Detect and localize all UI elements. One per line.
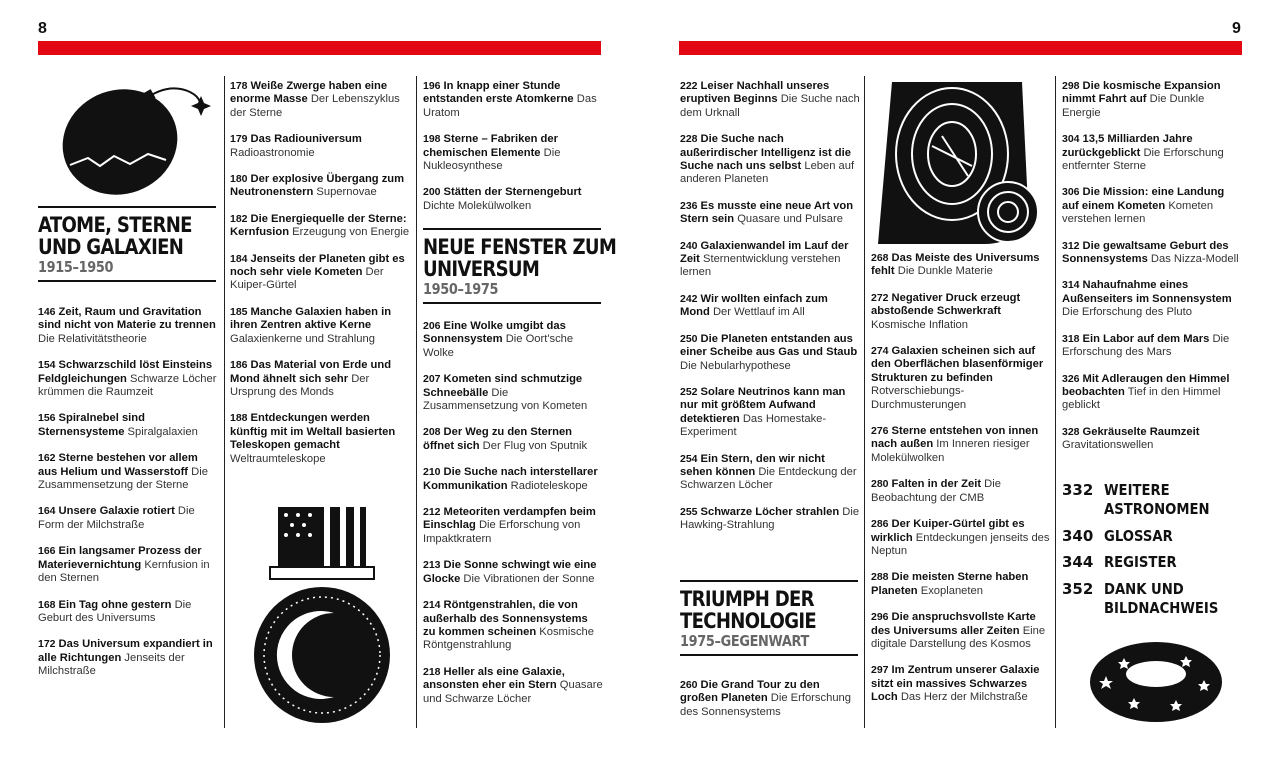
backmatter-page: 332 xyxy=(1062,481,1094,499)
toc-page-number: 184 xyxy=(230,252,248,265)
chapter-title: UND GALAXIEN xyxy=(38,235,184,259)
toc-page-number: 200 xyxy=(423,186,441,199)
toc-entry-title: Nahaufnahme eines Außenseiters im Sonnensystem xyxy=(1062,279,1232,305)
toc-entry-subtitle: Die Form der Milchstraße xyxy=(38,505,195,531)
toc-entry-subtitle: Das Uratom xyxy=(423,93,597,119)
toc-entry[interactable] xyxy=(423,426,603,453)
toc-entry-title: Unsere Galaxie rotiert xyxy=(58,505,175,518)
toc-entry-title: Röntgenstrahlen, die von außerhalb des Sonnensystems zu kommen scheinen xyxy=(423,599,588,638)
toc-entry-subtitle: Exoplaneten xyxy=(920,584,983,597)
toc-entry-subtitle: Der Lebenszyklus der Sterne xyxy=(230,93,400,119)
toc-entry-title: Die Grand Tour zu den großen Planeten xyxy=(680,679,820,705)
toc-entry-title: Manche Galaxien haben in ihren Zentren aktive Kerne xyxy=(230,305,392,332)
column-divider xyxy=(416,76,417,728)
toc-entry-title: Stätten der Sternengeburt xyxy=(443,186,582,199)
toc-entry[interactable] xyxy=(38,505,218,532)
toc-page-number: 208 xyxy=(423,426,441,439)
toc-entry[interactable] xyxy=(680,333,860,373)
toc-entry[interactable] xyxy=(423,373,603,413)
toc-entry-subtitle: Galaxienkerne und Strahlung xyxy=(230,332,375,345)
red-header-bar-left xyxy=(38,41,601,55)
toc-entry-subtitle: Die Nebularhypothese xyxy=(680,359,791,372)
toc-entry-title: Die Suche nach außerirdischer Intelligenz ist die Suche nach uns selbst xyxy=(680,133,851,173)
toc-entry[interactable] xyxy=(38,599,218,626)
toc-entry-title: Ein langsamer Prozess der Materievernichtung xyxy=(38,545,202,571)
toc-entry-title: Meteoriten verdampfen beim Einschlag xyxy=(423,506,596,532)
red-header-bar-right xyxy=(679,41,1242,55)
toc-entry-subtitle: Die Geburt des Universums xyxy=(38,598,192,624)
toc-entry[interactable] xyxy=(38,638,218,678)
toc-entry[interactable] xyxy=(871,571,1051,598)
toc-page-number: 206 xyxy=(423,320,441,332)
toc-entry[interactable] xyxy=(230,359,410,399)
page-number-right: 9 xyxy=(1232,20,1241,37)
backmatter-label: ASTRONOMEN xyxy=(1104,500,1210,518)
backmatter-label: BILDNACHWEIS xyxy=(1104,599,1219,617)
toc-entry-subtitle: Quasare und Schwarze Löcher xyxy=(423,679,603,705)
toc-entry-subtitle: Die Oort'sche Wolke xyxy=(423,333,574,359)
toc-entry-subtitle: Die Dunkle Materie xyxy=(897,265,993,278)
chapter-title: TRIUMPH DER xyxy=(680,587,814,611)
toc-entry[interactable] xyxy=(1062,426,1242,453)
medal-icon xyxy=(248,505,396,727)
toc-entry-subtitle: Spiralgalaxien xyxy=(127,425,198,438)
toc-page-number: 172 xyxy=(38,638,56,651)
toc-page-number: 312 xyxy=(1062,239,1080,252)
toc-entry-title: Negativer Druck erzeugt abstoßende Schwerkraft xyxy=(871,291,1021,318)
toc-entry[interactable] xyxy=(38,306,218,346)
chapter-heading-2 xyxy=(423,228,617,304)
toc-entry[interactable] xyxy=(423,559,603,586)
toc-entry-subtitle: Schwarze Löcher krümmen die Raumzeit xyxy=(38,372,217,399)
toc-entry-subtitle: Das Herz der Milchstraße xyxy=(900,691,1028,704)
toc-entry-subtitle: Die Vibrationen der Sonne xyxy=(463,572,595,585)
toc-entry-subtitle: Tief in den Himmel geblickt xyxy=(1062,385,1221,412)
toc-page-number: 178 xyxy=(230,80,248,92)
toc-entry[interactable] xyxy=(871,292,1051,332)
toc-entry-subtitle: Jenseits der Milchstraße xyxy=(38,651,185,678)
toc-page-number: 222 xyxy=(680,80,698,92)
toc-entry-subtitle: Die Nukleosynthese xyxy=(423,146,561,173)
toc-entry-title: Galaxienwandel im Lauf der Zeit xyxy=(680,239,849,266)
toc-entry-subtitle: Die Dunkle Energie xyxy=(1062,93,1205,119)
toc-page-number: 218 xyxy=(423,665,441,678)
chapter-title: TECHNOLOGIE xyxy=(680,609,817,633)
toc-page-number: 286 xyxy=(871,518,889,531)
toc-entry[interactable] xyxy=(680,506,860,533)
toc-entry[interactable] xyxy=(423,320,603,360)
toc-entry-subtitle: Der Ursprung des Monds xyxy=(230,372,370,398)
toc-page-number: 288 xyxy=(871,571,889,584)
toc-page-number: 328 xyxy=(1062,425,1080,438)
page-number-left: 8 xyxy=(38,20,47,37)
toc-entry-subtitle: Die Zusammensetzung der Sterne xyxy=(38,465,208,492)
toc-page-number: 304 xyxy=(1062,133,1080,146)
toc-entry[interactable] xyxy=(423,506,603,546)
chapter-years: 1950–1975 xyxy=(423,280,499,298)
toc-entry-title: Die meisten Sterne haben Planeten xyxy=(871,571,1029,597)
toc-entry-subtitle: Kometen verstehen lernen xyxy=(1062,199,1214,226)
chapter-years: 1915–1950 xyxy=(38,258,114,276)
toc-entry[interactable] xyxy=(1062,133,1242,173)
toc-page-number: 198 xyxy=(423,133,441,146)
toc-entry[interactable] xyxy=(423,599,603,653)
toc-entry[interactable] xyxy=(871,664,1051,704)
toc-page-number: 274 xyxy=(871,345,889,358)
toc-entry-title: Die Suche nach interstellarer Kommunikation xyxy=(423,466,598,492)
toc-entry-subtitle: Die Erforschung des Sonnensystems xyxy=(680,692,851,718)
toc-entry[interactable] xyxy=(871,345,1051,412)
spiral-scroll-icon xyxy=(872,76,1048,248)
toc-entry-title: Das Universum expandiert in alle Richtungen xyxy=(38,638,213,664)
toc-page-number: 186 xyxy=(230,359,248,372)
toc-entry[interactable] xyxy=(423,80,603,120)
toc-entry-subtitle: Der Flug von Sputnik xyxy=(482,439,588,452)
toc-entry-title: Eine Wolke umgibt das Sonnensystem xyxy=(423,320,566,346)
toc-entry[interactable] xyxy=(423,666,603,706)
toc-entry-subtitle: Erzeugung von Energie xyxy=(292,226,410,239)
toc-page-number: 318 xyxy=(1062,332,1080,345)
toc-entry[interactable] xyxy=(38,359,218,399)
toc-entry-subtitle: Die Erforschung des Mars xyxy=(1062,332,1230,359)
toc-page-number: 154 xyxy=(38,359,56,372)
toc-page-number: 185 xyxy=(230,305,248,318)
toc-entry-title: Spiralnebel sind Sternensysteme xyxy=(38,412,145,438)
toc-entry-title: Falten in der Zeit xyxy=(891,478,982,491)
toc-entry-title: Solare Neutrinos kann man nur mit größtem Aufwand detektieren xyxy=(680,385,846,425)
toc-entry[interactable] xyxy=(1062,279,1242,319)
toc-entry[interactable] xyxy=(1062,240,1242,267)
toc-entry[interactable] xyxy=(423,133,603,173)
backmatter-page: 344 xyxy=(1062,553,1094,571)
toc-entry-title: Der explosive Übergang zum Neutronenstern xyxy=(230,173,405,199)
toc-entry-title: Sterne bestehen vor allem aus Helium und Wasserstoff xyxy=(38,452,198,478)
toc-entry-subtitle: Der Kuiper-Gürtel xyxy=(230,266,384,292)
toc-entry-subtitle: Das Homestake-Experiment xyxy=(680,412,827,439)
toc-entry-subtitle: Kosmische Röntgenstrahlung xyxy=(423,625,594,652)
toc-page-number: 146 xyxy=(38,306,56,318)
toc-entry-title: Der Weg zu den Sternen öffnet sich xyxy=(423,426,573,452)
donut-icon xyxy=(1086,636,1226,724)
toc-page-number: 297 xyxy=(871,664,889,677)
toc-entry-subtitle: Die Erforschung des Pluto xyxy=(1062,306,1192,319)
toc-entry-title: Die gewaltsame Geburt des Sonnensystems xyxy=(1062,239,1229,266)
toc-entry-title: Die anspruchsvollste Karte des Universums aller Zeiten xyxy=(871,611,1036,637)
toc-page-number: 156 xyxy=(38,412,56,425)
toc-entry[interactable] xyxy=(680,200,860,227)
toc-entry-subtitle: Dichte Molekülwolken xyxy=(423,199,532,212)
toc-entry-subtitle: Radioteleskope xyxy=(510,479,588,492)
toc-column-6 xyxy=(1062,80,1242,466)
toc-page-number: 236 xyxy=(680,199,698,212)
chapter-title: UNIVERSUM xyxy=(423,257,540,281)
toc-entry-title: Sterne – Fabriken der chemischen Elemente xyxy=(423,133,558,159)
toc-entry[interactable] xyxy=(680,293,860,320)
toc-entry-title: Kometen sind schmutzige Schneebälle xyxy=(423,373,583,399)
toc-entry[interactable] xyxy=(230,412,410,466)
toc-entry[interactable] xyxy=(871,611,1051,651)
toc-column-4b xyxy=(680,679,860,732)
toc-page-number: 250 xyxy=(680,332,698,345)
toc-entry-subtitle: Entdeckungen jenseits des Neptun xyxy=(871,531,1050,557)
toc-column-3a xyxy=(423,80,603,226)
toc-entry-title: 13,5 Milliarden Jahre zurückgeblickt xyxy=(1062,133,1193,159)
toc-page-number: 255 xyxy=(680,505,698,518)
toc-entry-title: Leiser Nachhall unseres eruptiven Beginns xyxy=(680,80,830,106)
toc-entry-subtitle: Kosmische Inflation xyxy=(871,318,969,331)
toc-entry-title: Sterne entstehen von innen nach außen xyxy=(871,425,1039,451)
toc-column-3b xyxy=(423,320,603,719)
toc-entry-subtitle: Supernovae xyxy=(316,186,377,199)
toc-page-number: 242 xyxy=(680,292,698,305)
toc-entry[interactable] xyxy=(230,173,410,200)
toc-entry[interactable] xyxy=(1062,373,1242,413)
toc-entry-subtitle: Das Nizza-Modell xyxy=(1150,253,1239,266)
toc-page-number: 168 xyxy=(38,598,56,611)
toc-entry-subtitle: Die Entdeckung der Schwarzen Löcher xyxy=(680,465,857,492)
toc-entry-subtitle: Quasare und Pulsare xyxy=(737,213,843,226)
toc-entry-subtitle: Radioastronomie xyxy=(230,146,315,159)
toc-entry-subtitle: Die Erforschung von Impaktkratern xyxy=(423,519,581,545)
toc-entry-subtitle: Die Zusammensetzung von Kometen xyxy=(423,386,588,413)
toc-page-number: 296 xyxy=(871,611,889,624)
toc-page-number: 240 xyxy=(680,239,698,252)
toc-entry-title: Der Kuiper-Gürtel gibt es wirklich xyxy=(871,518,1025,544)
toc-page-number: 254 xyxy=(680,452,698,465)
toc-column-4a xyxy=(680,80,860,546)
toc-entry-title: Schwarze Löcher strahlen xyxy=(700,505,840,518)
chapter-title: ATOME, STERNE xyxy=(38,213,192,237)
toc-page-number: 252 xyxy=(680,385,698,398)
toc-page-number: 188 xyxy=(230,412,248,425)
chapter-heading-3 xyxy=(680,580,858,656)
chapter-title: NEUE FENSTER ZUM xyxy=(423,235,617,259)
toc-entry-title: Jenseits der Planeten gibt es noch sehr viele Kometen xyxy=(230,252,405,279)
toc-entry[interactable] xyxy=(38,412,218,439)
toc-entry-title: Das Meiste des Universums fehlt xyxy=(871,252,1040,278)
toc-entry[interactable] xyxy=(1062,80,1242,120)
toc-entry-title: Es musste eine neue Art von Stern sein xyxy=(680,199,854,226)
toc-entry[interactable] xyxy=(871,478,1051,505)
backmatter-label: WEITERE xyxy=(1104,481,1170,499)
toc-entry-title: Wir wollten einfach zum Mond xyxy=(680,292,828,319)
toc-entry[interactable] xyxy=(680,80,860,120)
toc-entry-title: Ein Stern, den wir nicht sehen können xyxy=(680,452,825,478)
toc-entry-subtitle: Die Relativitätstheorie xyxy=(38,332,147,345)
toc-page-number: 268 xyxy=(871,252,889,264)
toc-page-number: 298 xyxy=(1062,80,1080,92)
toc-entry[interactable] xyxy=(38,545,218,585)
toc-entry-subtitle: Die Erforschung entfernter Sterne xyxy=(1062,146,1224,173)
toc-entry[interactable] xyxy=(423,186,603,213)
toc-entry-title: Ein Labor auf dem Mars xyxy=(1082,332,1210,345)
toc-entry-subtitle: Kernfusion in den Sternen xyxy=(38,558,210,585)
toc-page-number: 196 xyxy=(423,80,441,92)
toc-page-number: 179 xyxy=(230,133,248,146)
toc-entry[interactable] xyxy=(871,425,1051,465)
toc-page-number: 280 xyxy=(871,478,889,491)
toc-page-number: 213 xyxy=(423,559,441,572)
toc-column-1 xyxy=(38,306,218,692)
toc-entry-title: In knapp einer Stunde entstanden erste Atomkerne xyxy=(423,80,574,106)
toc-entry[interactable] xyxy=(1062,333,1242,360)
toc-entry-subtitle: Im Inneren riesiger Molekülwolken xyxy=(871,438,1030,464)
toc-entry[interactable] xyxy=(230,253,410,293)
chapter-years: 1975–GEGENWART xyxy=(680,632,809,650)
toc-entry-title: Das Radiouniversum xyxy=(250,133,362,146)
toc-entry-subtitle: Rotverschiebungs-Durchmusterungen xyxy=(871,385,967,411)
toc-entry-title: Entdeckungen werden künftig mit im Weltall basierten Teleskopen gemacht xyxy=(230,412,396,452)
toc-entry[interactable] xyxy=(423,466,603,493)
toc-entry-subtitle: Weltraumteleskope xyxy=(230,452,326,465)
toc-entry[interactable] xyxy=(680,133,860,187)
toc-entry-title: Gekräuselte Raumzeit xyxy=(1082,425,1200,438)
backmatter-page: 352 xyxy=(1062,580,1094,598)
toc-entry-title: Die Sonne schwingt wie eine Glocke xyxy=(423,559,597,585)
toc-entry-title: Die Energiequelle der Sterne: Kernfusion xyxy=(230,212,407,239)
toc-entry[interactable] xyxy=(38,452,218,492)
backmatter-label: GLOSSAR xyxy=(1104,527,1173,545)
toc-entry-title: Mit Adleraugen den Himmel beobachten xyxy=(1062,372,1230,398)
toc-page-number: 207 xyxy=(423,373,441,386)
toc-page-number: 212 xyxy=(423,506,441,519)
toc-page-number: 314 xyxy=(1062,279,1080,292)
toc-page-number: 276 xyxy=(871,425,889,438)
toc-page-number: 180 xyxy=(230,173,248,186)
toc-page-number: 272 xyxy=(871,291,889,304)
toc-entry[interactable] xyxy=(230,133,410,160)
backmatter-label: REGISTER xyxy=(1104,553,1177,571)
toc-entry[interactable] xyxy=(1062,186,1242,226)
toc-entry-title: Schwarzschild löst Einsteins Feldgleichungen xyxy=(38,359,213,385)
toc-entry-subtitle: Die Suche nach dem Urknall xyxy=(680,93,860,119)
toc-page-number: 214 xyxy=(423,599,441,612)
column-divider xyxy=(864,76,865,728)
toc-page-number: 164 xyxy=(38,505,56,518)
toc-page-number: 162 xyxy=(38,452,56,465)
toc-entry[interactable] xyxy=(871,518,1051,558)
column-divider xyxy=(1055,76,1056,728)
toc-entry[interactable] xyxy=(230,306,410,346)
toc-entry-title: Ein Tag ohne gestern xyxy=(58,598,172,611)
toc-entry[interactable] xyxy=(680,453,860,493)
toc-page-number: 228 xyxy=(680,133,698,146)
toc-column-2 xyxy=(230,80,410,479)
chapter-heading-1 xyxy=(38,206,216,282)
toc-page-number: 326 xyxy=(1062,372,1080,385)
column-divider xyxy=(224,76,225,728)
toc-entry-subtitle: Leben auf anderen Planeten xyxy=(680,160,855,186)
toc-entry-subtitle: Die Hawking-Strahlung xyxy=(680,505,860,532)
toc-entry-title: Heller als eine Galaxie, ansonsten eher ein Stern xyxy=(423,665,565,692)
toc-entry-subtitle: Sternentwicklung verstehen lernen xyxy=(680,253,841,279)
toc-entry-subtitle: Die Beobachtung der CMB xyxy=(871,478,1001,504)
toc-page-number: 306 xyxy=(1062,186,1080,199)
toc-entry-subtitle: Gravitationswellen xyxy=(1062,439,1154,452)
toc-entry[interactable] xyxy=(230,213,410,240)
toc-entry-title: Im Zentrum unserer Galaxie sitzt ein massives Schwarzes Loch xyxy=(871,664,1040,704)
toc-entry-title: Die Planeten entstanden aus einer Scheibe aus Gas und Staub xyxy=(680,332,858,359)
toc-entry-title: Die kosmische Expansion nimmt Fahrt auf xyxy=(1062,80,1221,106)
toc-entry[interactable] xyxy=(680,386,860,440)
toc-entry-title: Zeit, Raum und Gravitation sind nicht von Materie zu trennen xyxy=(38,306,216,332)
toc-page-number: 182 xyxy=(230,212,248,225)
toc-entry[interactable] xyxy=(680,679,860,719)
toc-entry[interactable] xyxy=(680,240,860,280)
toc-page-number: 166 xyxy=(38,545,56,558)
toc-entry[interactable] xyxy=(230,80,410,120)
toc-entry-subtitle: Eine digitale Darstellung des Kosmos xyxy=(871,624,1046,650)
toc-entry[interactable] xyxy=(871,252,1051,279)
toc-column-5 xyxy=(871,252,1051,718)
toc-entry-title: Weiße Zwerge haben eine enorme Masse xyxy=(230,80,388,106)
toc-page-number: 260 xyxy=(680,679,698,691)
toc-page-number: 210 xyxy=(423,466,441,479)
toc-entry-title: Galaxien scheinen sich auf den Oberflächen blasenförmiger Strukturen zu befinden xyxy=(871,345,1044,384)
bomb-egg-icon xyxy=(48,70,216,200)
toc-entry-subtitle: Der Wettlauf im All xyxy=(712,306,805,319)
toc-entry-title: Die Mission: eine Landung auf einem Kometen xyxy=(1062,186,1225,212)
backmatter-page: 340 xyxy=(1062,527,1094,545)
toc-entry-title: Das Material von Erde und Mond ähnelt sich sehr xyxy=(230,359,392,385)
backmatter-label: DANK UND xyxy=(1104,580,1184,598)
